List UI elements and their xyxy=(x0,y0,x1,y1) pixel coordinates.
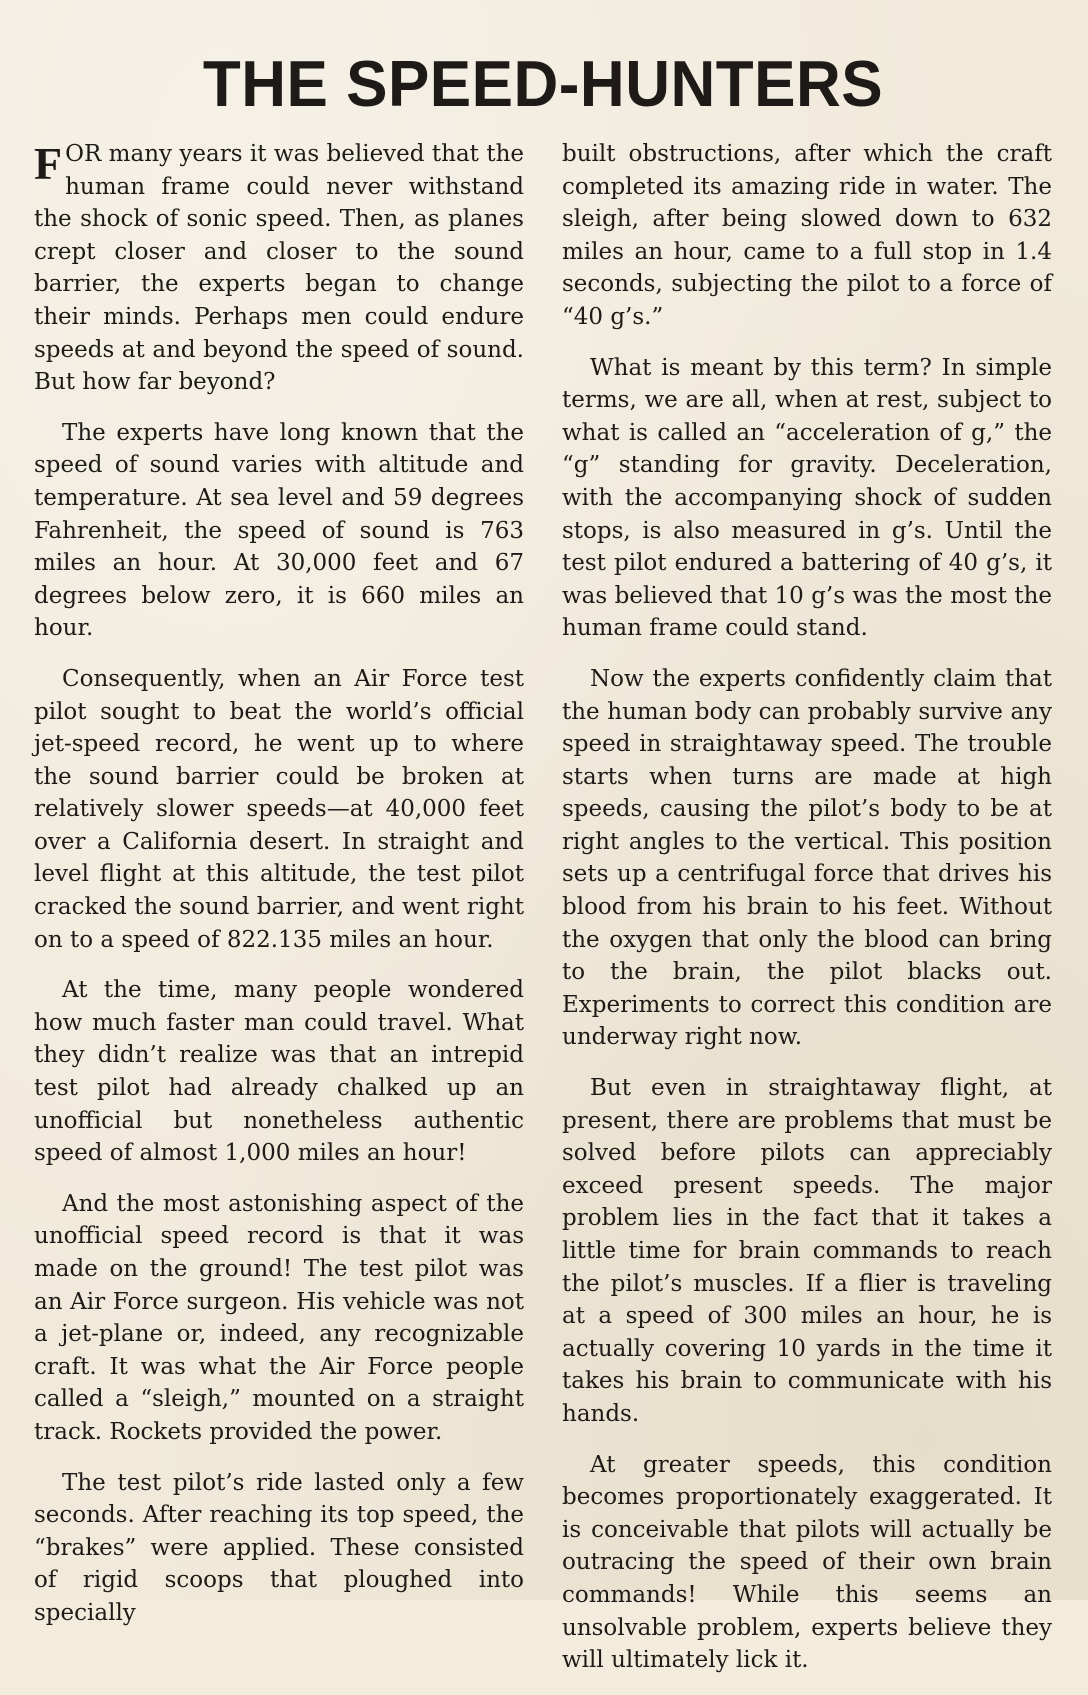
paragraph: At greater speeds, this condition becomes proportionately exaggerated. It is conceivable that pilots will actually be outracing the speed of their own brain commands! While this seems an unsolvable problem, experts believe they will ultimately lick it. xyxy=(562,1451,1052,1674)
paragraph: But even in straightaway flight, at present, there are problems that must be solved before pilots can appreciably exceed present speeds. The major problem lies in the fact that it takes a little time for brain commands to reach the pilot’s muscles. If a flier is traveling at a speed of 300 miles an hour, he is actually covering 10 yards in the time it takes his brain to communicate with his hands. xyxy=(562,1075,1052,1427)
left-column xyxy=(34,138,524,1695)
article-body xyxy=(34,138,1052,1695)
paragraph xyxy=(34,138,524,399)
drop-cap: F xyxy=(34,138,63,189)
article-title: THE SPEED-HUNTERS xyxy=(202,48,884,121)
paragraph: And the most astonishing aspect of the unofficial speed record is that it was made on the ground! The test pilot was an Air Force surgeon. His vehicle was not a jet-plane or, indeed, any recognizable craft. It was what the Air Force people called a “sleigh,” mounted on a straight track. Rockets provided the power. xyxy=(34,1190,524,1445)
paragraph: Now the experts confidently claim that the human body can probably survive any speed in straightaway speed. The trouble starts when turns are made at high speeds, causing the pilot’s body to be at right angles to the vertical. This position sets up a centrifugal force that drives his blood from his brain to his feet. Without the oxygen that only the blood can bring to the brain, the pilot blacks out. Experiments to correct this condition are underway right now. xyxy=(562,665,1052,1051)
paragraph: built obstructions, after which the craft completed its amazing ride in water. The sleigh, after being slowed down to 632 miles an hour, came to a full stop in 1.4 seconds, subjecting the pilot to a force of “40 g’s.” xyxy=(562,141,1052,330)
paragraph: Consequently, when an Air Force test pilot sought to beat the world’s official jet-speed record, he went up to where the sound barrier could be broken at relatively slower speeds—at 40,000 feet over a California desert. In straight and level flight at this altitude, the test pilot cracked the sound barrier, and went right on to a speed of 822.135 miles an hour. xyxy=(34,665,524,953)
paragraph: At the time, many people wondered how much faster man could travel. What they didn’t realize was that an intrepid test pilot had already chalked up an unofficial but nonetheless authentic speed of almost 1,000 miles an hour! xyxy=(34,977,524,1167)
paragraph: The test pilot’s ride lasted only a few seconds. After reaching its top speed, the “brakes” were applied. These consisted of rigid scoops that ploughed into specially xyxy=(34,1469,524,1626)
right-column xyxy=(562,138,1052,1695)
paragraph-text: OR many years it was believed that the human frame could never withstand the shock of sonic speed. Then, as planes crept closer and closer to the sound barrier, the experts began to change their minds. Perhaps men could endure speeds at and beyond the speed of sound. But how far beyond? xyxy=(34,141,524,396)
paragraph: The experts have long known that the speed of sound varies with altitude and temperature. At sea level and 59 degrees Fahrenheit, the speed of sound is 763 miles an hour. At 30,000 feet and 67 degrees below zero, it is 660 miles an hour. xyxy=(34,419,524,642)
paragraph: What is meant by this term? In simple terms, we are all, when at rest, subject to what is called an “acceleration of g,” the “g” standing for gravity. Deceleration, with the accompanying shock of sudden stops, is also measured in g’s. Until the test pilot endured a battering of 40 g’s, it was believed that 10 g’s was the most the human frame could stand. xyxy=(562,354,1052,642)
